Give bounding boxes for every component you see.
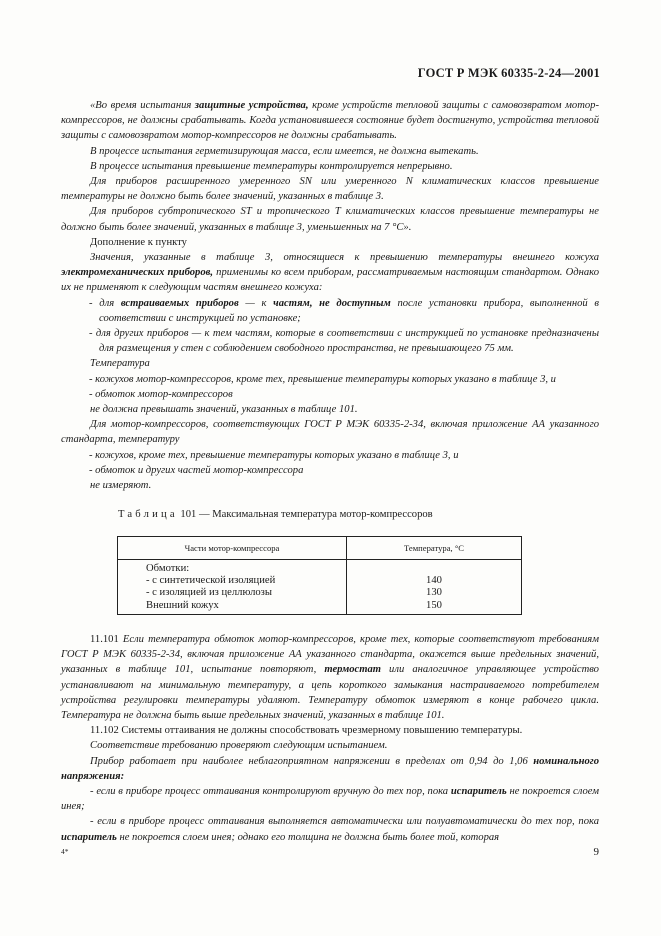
list-item-built-in: - для встраиваемых приборов — к частям, не доступным после установки прибора, выполненной в соответствии с инструкцией по установке; — [89, 297, 599, 324]
paragraph-test-requirements: «Во время испытания защитные устройства, кроме устройств тепловой защиты с самовозвратом мотор-компрессоров, не должны срабатывать. Когда установившееся состояние будет достигнуто, устройства тепловой защиты с самовозвратом мотор-компрессоров не должны срабатывать. — [61, 100, 599, 142]
section-11-101: 11.101 Если температура обмоток мотор-компрессоров, кроме тех, которые соответствуют требованиям ГОСТ Р МЭК 60335-2-34, включая приложение АА указанного стандарта, окажется выше предельных значений, указанных в таблице 101, испытание повторяют, термостат или аналогичное управляющее устройство устанавливают на минимальную температуру, а цепь короткого замыкания настраиваемого потребителем устройства регулировки температуры удаляют. Температуру обмоток измеряют в конце рабочего цикла. Температура не должна быть выше предельных значений, указанных в таблице 101. — [61, 634, 599, 722]
page-number: 9 — [593, 846, 599, 858]
paragraph-iec-60335-2-34: Для мотор-компрессоров, соответствующих ГОСТ Р МЭК 60335-2-34, включая приложение АА указанного стандарта, температуру — [61, 419, 599, 446]
paragraph-climate-sn-n: Для приборов расширенного умеренного SN или умеренного N климатических классов превышение температуры не должно быть более значений, указанных в таблице 3. — [61, 176, 599, 203]
table-row — [118, 560, 522, 615]
limit-statement: не должна превышать значений, указанных в таблице 101. — [90, 404, 358, 416]
term-electromechanical: электромеханических приборов, — [61, 267, 214, 279]
not-measured: не измеряют. — [90, 480, 152, 492]
list-item-housings: - кожухов мотор-компрессоров, кроме тех, превышение температуры которых указано в таблице 3, и — [89, 373, 556, 385]
list-item-auto-defrost: - если в приборе процесс оттаивания выполняется автоматически или полуавтоматически до тех пор, пока испаритель не покроется слоем инея; однако его толщина не должна быть более той, которая — [61, 816, 599, 843]
document-header: ГОСТ Р МЭК 60335-2-24—2001 — [417, 66, 600, 80]
column-header-parts: Части мотор-компрессора — [118, 537, 347, 560]
column-header-temperature: Температура, °С — [347, 537, 522, 560]
paragraph-table3-values: Значения, указанные в таблице 3, относящиеся к превышению температуры внешнего кожуха электромеханических приборов, применимы ко всем приборам, рассматриваемым настоящим стандартом. Однако их не применяют к следующим частям внешнего кожуха: — [61, 252, 599, 294]
temperature-label: Температура — [90, 358, 150, 370]
text-block-upper — [61, 98, 599, 493]
addition-heading: Дополнение к пункту — [90, 236, 187, 248]
table-cell-parts: Обмотки: - с синтетической изоляцией - с изоляцией из целлюлозы Внешний кожух — [118, 560, 347, 615]
footer-signature-mark: 4* — [61, 847, 69, 856]
text-block-lower — [61, 632, 599, 845]
paragraph-monitoring: В процессе испытания превышение температуры контролируется непрерывно. — [90, 160, 453, 172]
list-item-housings-2: - кожухов, кроме тех, превышение температуры которых указано в таблице 3, и — [89, 449, 459, 461]
compliance-check: Соответствие требованию проверяют следующим испытанием. — [90, 740, 388, 752]
list-item-windings: - обмоток мотор-компрессоров — [89, 388, 233, 400]
paragraph-climate-st-t: Для приборов субтропического ST и тропического T климатических классов превышение температуры не должно быть более значений, указанных в таблице 3, уменьшенных на 7 °С». — [61, 206, 599, 233]
table-caption: Таблица 101 — Максимальная температура мотор-компрессоров — [118, 509, 433, 520]
list-item-windings-2: - обмоток и других частей мотор-компрессора — [89, 464, 304, 476]
list-item-other-appliances: - для других приборов — к тем частям, которые в соответствии с инструкцией по установке предназначены для размещения у стен с соблюдением свободного пространства, не превышающего 75 мм. — [89, 328, 599, 355]
paragraph-sealing: В процессе испытания герметизирующая масса, если имеется, не должна вытекать. — [90, 145, 479, 157]
temperature-table — [117, 536, 522, 615]
section-11-102: 11.102 Системы оттаивания не должны способствовать чрезмерному повышению температуры. — [90, 725, 523, 737]
term-protective-devices: защитные устройства, — [194, 100, 309, 111]
table-header-row — [118, 537, 522, 560]
table-cell-values: 140 130 150 — [347, 560, 522, 615]
voltage-condition: Прибор работает при наиболее неблагоприятном напряжении в пределах от 0,94 до 1,06 номинального напряжения: — [61, 755, 599, 782]
list-item-manual-defrost: - если в приборе процесс оттаивания контролируют вручную до тех пор, пока испаритель не покроется слоем инея; — [61, 786, 599, 813]
